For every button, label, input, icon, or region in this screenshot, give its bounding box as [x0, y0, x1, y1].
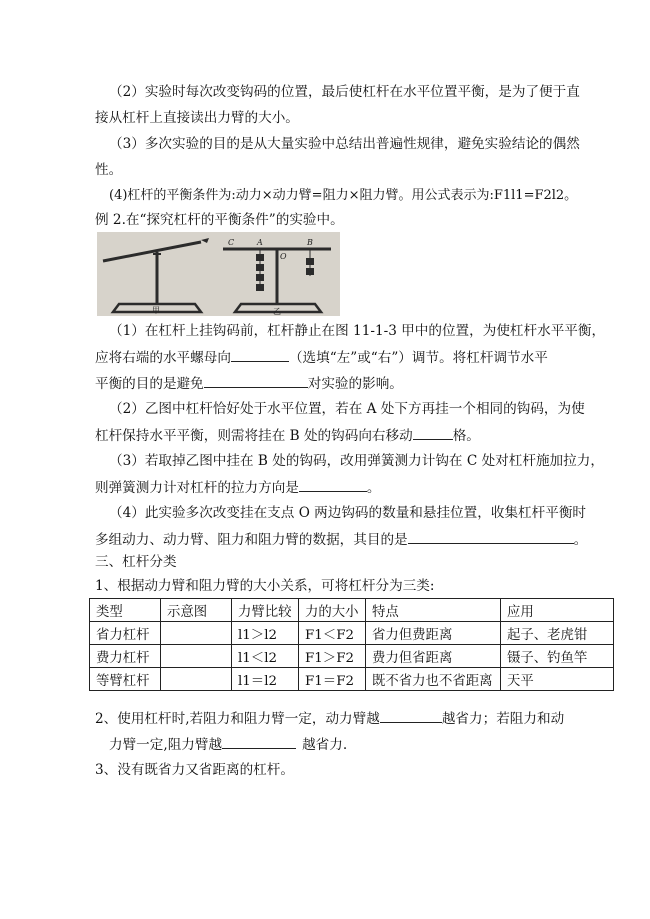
- after-table-text-a: 2、使用杠杆时,若阻力和阻力臂一定，动力臂越: [95, 711, 380, 727]
- table-header-cell: 力的大小: [299, 599, 366, 622]
- question-1-blank-2[interactable]: [204, 373, 308, 388]
- after-table-blank-2[interactable]: [222, 734, 296, 749]
- after-table-text-c: 力臂一定,阻力臂越: [109, 737, 223, 753]
- figure-label-b: B: [307, 238, 313, 247]
- lever-figure-drawing: [97, 232, 340, 316]
- question-1-text-d: 对实验的影响。: [307, 376, 403, 392]
- table-cell: [161, 668, 232, 691]
- table-cell: l1＞l2: [232, 622, 299, 645]
- table-header-cell: 应用: [501, 599, 614, 622]
- question-2-line-1: （2）乙图中杠杆恰好处于水平位置，若在 A 处下方再挂一个相同的钩码，为使: [109, 401, 585, 417]
- paragraph-2-line-2: 接从杠杆上直接读出力臂的大小。: [95, 110, 299, 126]
- table-cell: 既不省力也不省距离: [366, 668, 501, 691]
- figure-label-o: O: [280, 252, 287, 261]
- question-1-text-b: （选填“左”或“右”）调节。将杠杆调节水平: [288, 350, 548, 366]
- after-table-blank-1[interactable]: [380, 708, 442, 723]
- question-1-line-1: （1）在杠杆上挂钩码前，杠杆静止在图 11-1-3 甲中的位置，为使杠杆水平平衡，: [109, 323, 606, 339]
- table-cell: 镊子、钓鱼竿: [501, 645, 614, 668]
- table-cell: l1＜l2: [232, 645, 299, 668]
- question-2-text-b: 格。: [452, 428, 480, 444]
- table-cell: [161, 622, 232, 645]
- table-cell: 天平: [501, 668, 614, 691]
- paragraph-4: (4)杠杆的平衡条件为:动力×动力臂=阻力×阻力臂。用公式表示为:F1l1=F2l2。: [109, 188, 578, 203]
- lever-experiment-figure: [97, 232, 340, 316]
- lever-classification-table: [89, 598, 614, 691]
- after-table-line-2: [109, 734, 347, 755]
- table-cell: 费力杠杆: [90, 645, 161, 668]
- table-cell: l1＝l2: [232, 668, 299, 691]
- table-row: [90, 645, 614, 668]
- table-header-cell: 类型: [90, 599, 161, 622]
- question-1-line-3: [95, 373, 403, 394]
- table-header-row: [90, 599, 614, 622]
- table-header-cell: 示意图: [161, 599, 232, 622]
- question-4-text-b: 。: [573, 532, 588, 548]
- table-header-cell: 特点: [366, 599, 501, 622]
- question-3-line-1: （3）若取掉乙图中挂在 B 处的钩码，改用弹簧测力计钩在 C 处对杠杆施加拉力，: [109, 453, 604, 469]
- table-row: [90, 668, 614, 691]
- section-3-heading: 三、杠杆分类: [95, 554, 177, 570]
- after-table-text-d: 越省力.: [302, 737, 348, 753]
- table-cell: F1＝F2: [299, 668, 366, 691]
- question-3-text-a: 则弹簧测力计对杠杆的拉力方向是: [95, 480, 299, 496]
- question-4-text-a: 多组动力、动力臂、阻力和阻力臂的数据，其目的是: [95, 532, 408, 548]
- table-cell: 等臂杠杆: [90, 668, 161, 691]
- figure-label-yi: 乙: [273, 307, 281, 316]
- figure-jia-lever: [103, 238, 209, 312]
- table-cell: F1＞F2: [299, 645, 366, 668]
- table-cell: 省力杠杆: [90, 622, 161, 645]
- question-4-line-2: [95, 529, 587, 550]
- table-header-cell: 力臂比较: [232, 599, 299, 622]
- figure-label-c: C: [228, 238, 235, 247]
- table-row: [90, 622, 614, 645]
- paragraph-3-line-1: （3）多次实验的目的是从大量实验中总结出普遍性规律，避免实验结论的偶然: [109, 136, 580, 152]
- table-cell: 省力但费距离: [366, 622, 501, 645]
- section-3-intro: 1、根据动力臂和阻力臂的大小关系，可将杠杆分为三类:: [95, 578, 435, 594]
- figure-label-jia: 甲: [152, 306, 160, 315]
- table-cell: 费力但省距离: [366, 645, 501, 668]
- question-3-text-b: 。: [366, 480, 381, 496]
- question-1-text-a: 应将右端的水平螺母向: [95, 350, 231, 366]
- question-4-line-1: （4）此实验多次改变挂在支点 O 两边钩码的数量和悬挂位置，收集杠杆平衡时: [109, 505, 587, 521]
- question-1-text-c: 平衡的目的是避免: [95, 376, 204, 392]
- question-3-line-2: [95, 477, 381, 498]
- after-table-line-1: [95, 708, 564, 729]
- question-3-blank[interactable]: [299, 477, 367, 492]
- question-4-blank[interactable]: [408, 529, 574, 544]
- question-2-blank[interactable]: [413, 425, 453, 440]
- paragraph-2-line-1: （2）实验时每次改变钩码的位置，最后使杠杆在水平位置平衡，是为了便于直: [109, 84, 580, 100]
- table-cell: F1＜F2: [299, 622, 366, 645]
- question-1-line-2: [95, 347, 548, 368]
- after-table-line-3: 3、没有既省力又省距离的杠杆。: [95, 762, 294, 778]
- question-2-line-2: [95, 425, 480, 446]
- table-cell: [161, 645, 232, 668]
- after-table-text-b: 越省力；若阻力和动: [441, 711, 565, 727]
- example-2-title: 例 2.在“探究杠杆的平衡条件”的实验中。: [95, 212, 344, 228]
- figure-yi-lever: [223, 249, 331, 312]
- table-cell: 起子、老虎钳: [501, 622, 614, 645]
- figure-label-a: A: [257, 238, 263, 247]
- question-1-blank-1[interactable]: [231, 347, 289, 362]
- question-2-text-a: 杠杆保持水平平衡，则需将挂在 B 处的钩码向右移动: [95, 428, 413, 444]
- paragraph-3-line-2: 性。: [95, 162, 123, 178]
